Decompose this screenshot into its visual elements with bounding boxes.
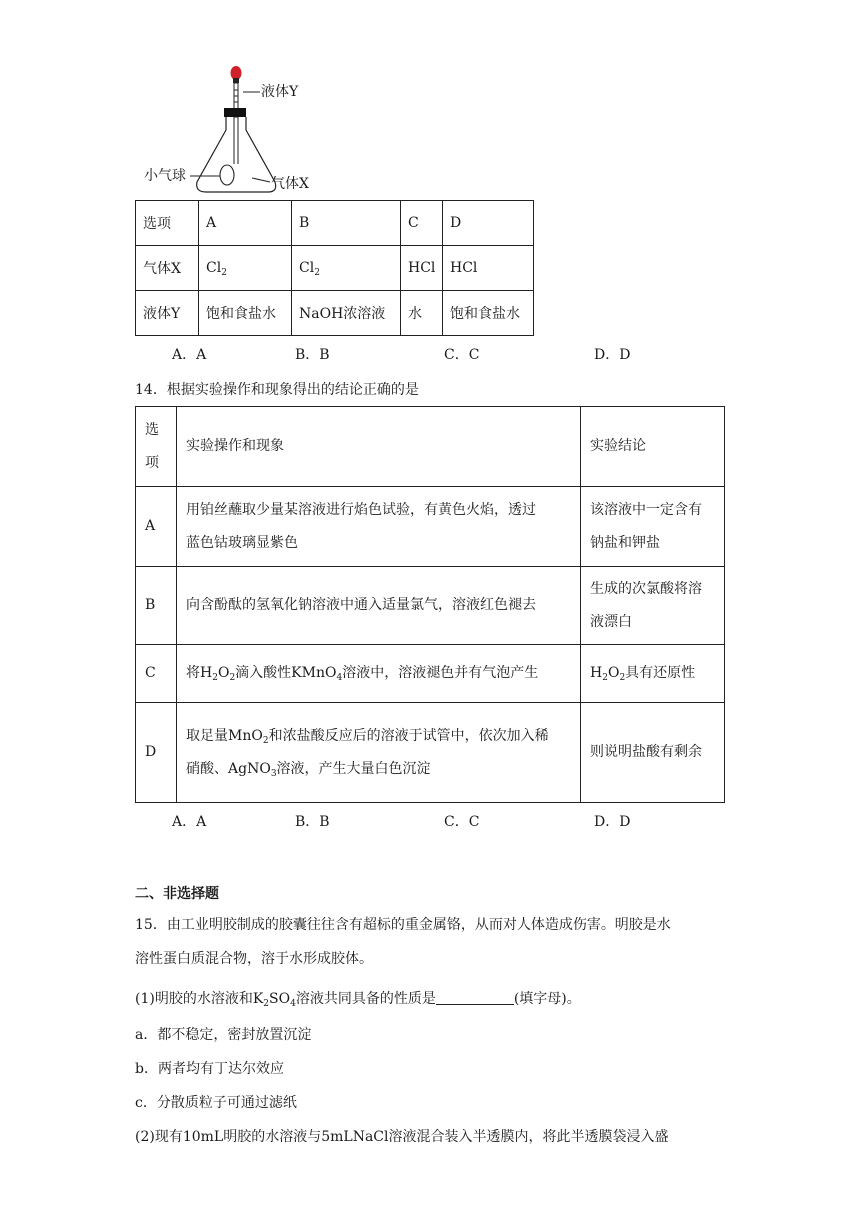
cell: C [401, 201, 443, 246]
cell: NaOH浓溶液 [292, 291, 401, 336]
label-liquid-y: 液体Y [261, 84, 299, 100]
dropper-bulb-icon [231, 66, 242, 80]
cell-conclusion: 该溶液中一定含有 钠盐和钾盐 [581, 487, 725, 567]
balloon-icon [220, 165, 234, 185]
cell: A [199, 201, 292, 246]
q14-option-a: A．A [172, 814, 207, 830]
section-title: 二、非选择题 [135, 886, 219, 902]
choice-a: a．都不稳定，密封放置沉淀 [135, 1027, 312, 1043]
cell: D [443, 201, 534, 246]
cell-head-conclusion: 实验结论 [581, 407, 725, 487]
choice-c: c．分散质粒子可通过滤纸 [135, 1095, 297, 1111]
cell: $Cl_2$ [292, 246, 401, 291]
q14-table [135, 406, 725, 803]
q14-option-d: D．D [594, 814, 631, 830]
cell-key: C [136, 645, 177, 703]
cell-operation: 用铂丝蘸取少量某溶液进行焰色试验，有黄色火焰，透过 蓝色钴玻璃显紫色 [177, 487, 581, 567]
cell: HCl [401, 246, 443, 291]
cell-head: 选项 [136, 201, 199, 246]
label-gas-x: 气体X [271, 176, 309, 192]
table-row [136, 567, 725, 645]
cell: 饱和食盐水 [443, 291, 534, 336]
q13-option-b: B．B [295, 347, 330, 363]
cell-key: A [136, 487, 177, 567]
cell: 水 [401, 291, 443, 336]
q15-part2: (2)现有10mL明胶的水溶液与5mLNaCl溶液混合装入半透膜内，将此半透膜袋浸入盛 [135, 1129, 669, 1145]
table-row [136, 246, 534, 291]
cell-head: 液体Y [136, 291, 199, 336]
cell-operation: 取足量MnO$_2$和浓盐酸反应后的溶液于试管中，依次加入稀 硝酸、AgNO$_3$溶液，产生大量白色沉淀 [177, 703, 581, 803]
q13-table [135, 200, 534, 336]
q15-line2: 溶性蛋白质混合物，溶于水形成胶体。 [135, 951, 373, 967]
table-row [136, 487, 725, 567]
cell-operation: 将$H_2O_2$滴入酸性KMnO$_4$溶液中，溶液褪色并有气泡产生 [177, 645, 581, 703]
q13-option-c: C．C [444, 347, 480, 363]
cell-conclusion: 生成的次氯酸将溶 液漂白 [581, 567, 725, 645]
cell-head-operation: 实验操作和现象 [177, 407, 581, 487]
q14-option-b: B．B [295, 814, 330, 830]
cell: HCl [443, 246, 534, 291]
q13-option-d: D．D [594, 347, 631, 363]
table-row [136, 703, 725, 803]
cell-conclusion: $H_2O_2$具有还原性 [581, 645, 725, 703]
q14-option-c: C．C [444, 814, 480, 830]
cell: $Cl_2$ [199, 246, 292, 291]
label-balloon: 小气球 [144, 168, 186, 184]
q14-stem: 14．根据实验操作和现象得出的结论正确的是 [135, 382, 419, 398]
table-row [136, 201, 534, 246]
cell-key: B [136, 567, 177, 645]
cell: B [292, 201, 401, 246]
cell-head-option: 选 项 [136, 407, 177, 487]
cell-key: D [136, 703, 177, 803]
cell: 饱和食盐水 [199, 291, 292, 336]
q13-option-a: A．A [172, 347, 207, 363]
choice-b: b．两者均有丁达尔效应 [135, 1061, 284, 1077]
table-row [136, 291, 534, 336]
answer-blank [436, 990, 514, 1005]
apparatus-figure [140, 60, 340, 200]
q15-line1: 15．由工业明胶制成的胶囊往往含有超标的重金属铬，从而对人体造成伤害。明胶是水 [135, 917, 671, 933]
q15-part1: (1)明胶的水溶液和$K_2SO_4$溶液共同具备的性质是 (填字母)。 [135, 991, 581, 1009]
cell-operation: 向含酚酞的氢氧化钠溶液中通入适量氯气，溶液红色褪去 [177, 567, 581, 645]
cell-conclusion: 则说明盐酸有剩余 [581, 703, 725, 803]
table-row [136, 645, 725, 703]
table-row [136, 407, 725, 487]
cell-head: 气体X [136, 246, 199, 291]
